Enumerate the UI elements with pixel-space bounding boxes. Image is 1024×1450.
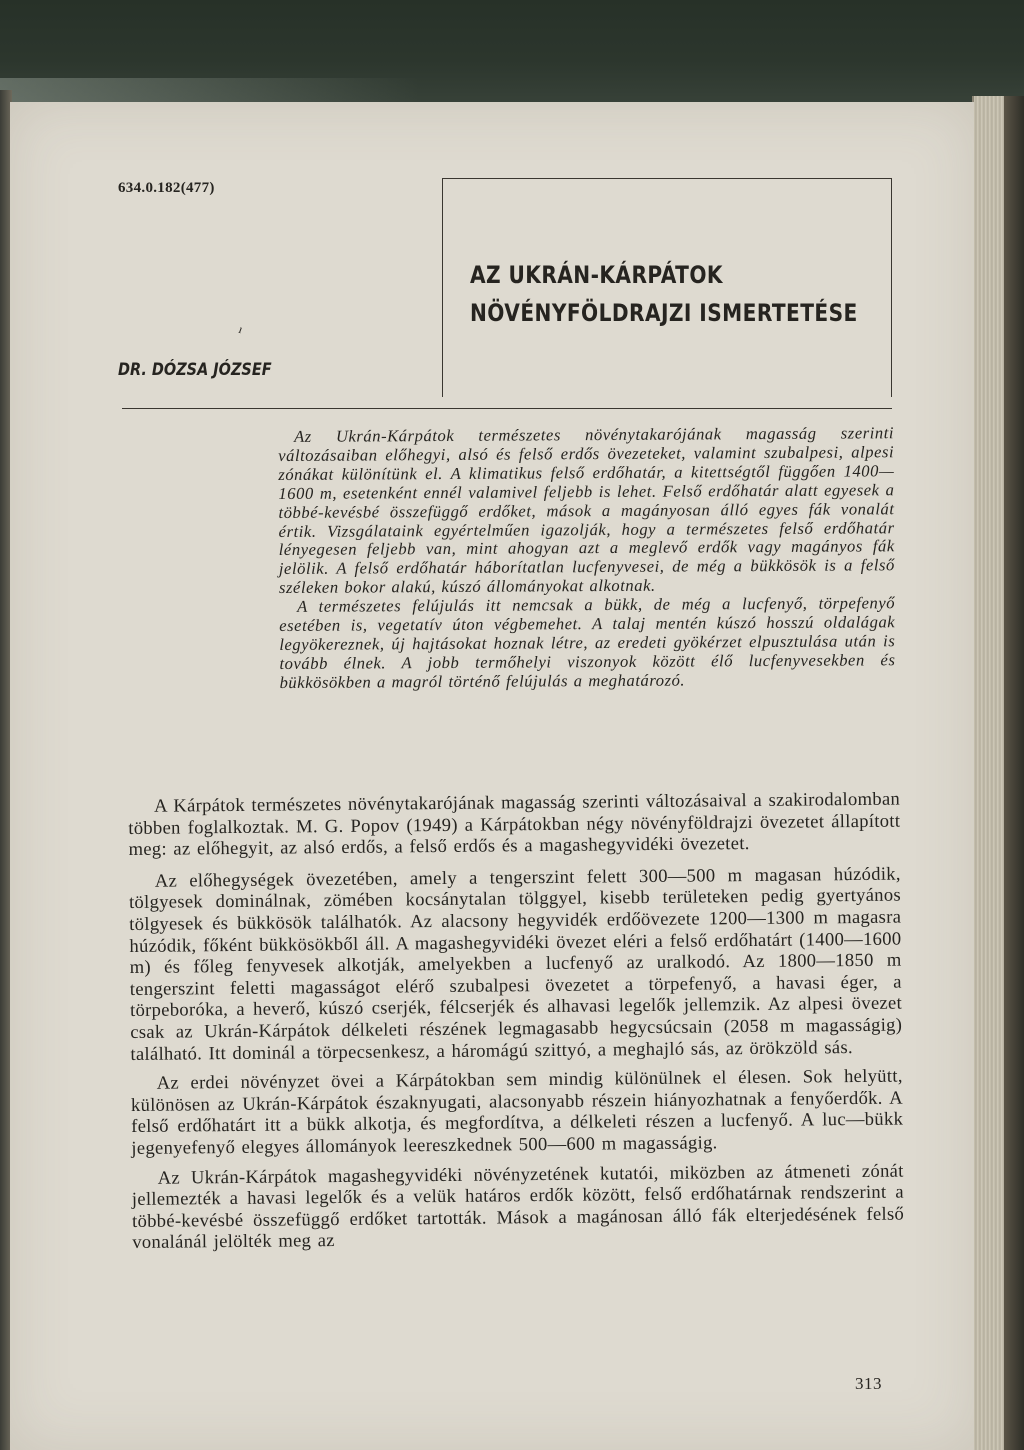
title-line-1: AZ UKRÁN-KÁRPÁTOK — [470, 261, 723, 289]
page-stack-edge — [972, 96, 1024, 1450]
page-number: 313 — [855, 1374, 882, 1393]
title-line-2: NÖVÉNYFÖLDRAJZI ISMERTETÉSE — [470, 299, 858, 327]
author-name: DR. DÓZSA JÓZSEF — [118, 360, 272, 380]
abstract — [278, 424, 896, 692]
abstract-paragraph: A természetes felújulás itt nemcsak a bükk, de még a lucfenyő, törpefenyő esetében is, vegetatív úton végbemehet. A talaj mentén kúszó hosszú oldalágak legyökereznek, új hajtásokat hoznak létre, az eredeti gyökérzet elpusztulása után is tovább élnek. A jobb termőhelyi viszonyok között élő lucfenyvesekben és bükkösökben a magról történő felújulás a meghatározó. — [279, 593, 896, 692]
body-paragraph: Az erdei növényzet övei a Kárpátokban sem mindig különülnek el élesen. Sok helyütt, különösen az Ukrán-Kárpátok északnyugati, alacsonyabb részein hiányozhatnak a fenyőerdők. A felső erdőhatárt itt a bükk alkotja, és megfordítva, a délkeleti részen a lucfenyő. A luc—bükk jegenyefenyő elegyes állományok leereszkednek 500—600 m magasságig. — [130, 1065, 904, 1159]
header-rule — [122, 408, 892, 409]
body-text — [128, 789, 904, 1262]
book-cover-edge — [1004, 96, 1024, 1450]
body-paragraph: A Kárpátok természetes növénytakarójának magasság szerinti változásaival a szakirodalomban többen foglalkoztak. M. G. Popov (1949) a Kárpátokban négy növényföldrajzi övezetet állapított meg: az előhegyit, az alsó erdős, a felső erdős és a magashegyvidéki övezetet. — [128, 788, 901, 861]
body-paragraph: Az előhegységek övezetében, amely a tengerszint felett 300—500 m magasan húzódik, tölgyesek dominálnak, zömében kocsánytalan tölggyel, kisebb területeken pedig gyertyános tölgyesek és bükkösök találhatók. Az alacsony hegyvidék erdőövezete 1200—1300 m magasra húzódik, főként bükkösökből áll. A magashegyvidéki övezet eléri a felső erdőhatárt (1400—1600 m) és főleg fenyvesek alkotják, amelyekben a lucfenyő az uralkodó. Az 1800—1850 m tengerszint feletti magasságot elérő szubalpesi övezetet a törpefenyő, a havasi éger, a törpeboróka, a heverő, kúszó cserjék, félcserjék és alhavasi legelők jellemzik. Az alpesi övezet csak az Ukrán-Kárpátok délkeleti részének legmagasabb hegycsúcsain (2058 m magasságig) található. Itt dominál a törpecsenkesz, a háromágú szittyó, a meghajló sás, az örökzöld sás. — [128, 863, 903, 1065]
book-page — [10, 102, 974, 1450]
udc-classification-code: 634.0.182(477) — [118, 180, 215, 196]
abstract-paragraph: Az Ukrán-Kárpátok természetes növénytakarójának magasság szerinti változásaiban előhegyi, alsó és felső erdős övezeteket, valamint szubalpesi, alpesi zónákat különítünk el. A klimatikus felső erdőhatár, a kitettségtől függően 1400—1600 m, esetenként ennél valamivel feljebb is lehet. Felső erdőhatár alatt egyesek a többé-kevésbé összefüggő erdőket, mások a magányosan álló egyes fák vonalát értik. Vizsgálataink egyértelműen igazolják, hogy a természetes felső erdőhatár lényegesen feljebb van, mint ahogyan azt a meglevő erdők vagy magányos fák jelölik. A felső erdőhatár háborítatlan lucfenyvesei, de még a bükkösök is a felső széleken bokor alakú, kúszó állományokat alkotnak. — [278, 423, 895, 598]
stray-mark: ı — [236, 321, 245, 337]
scanner-background — [0, 0, 1024, 110]
article-title — [470, 256, 858, 332]
body-paragraph: Az Ukrán-Kárpátok magashegyvidéki növényzetének kutatói, miközben az átmeneti zónát jellemezték a havasi legelők és a velük határos erdők között, felső erdőhatárnak rendszerint a többé-kevésbé összefüggő erdőket tartották. Mások a magánosan álló fák elterjedésének felső vonalánál jelölték meg az — [131, 1160, 905, 1254]
